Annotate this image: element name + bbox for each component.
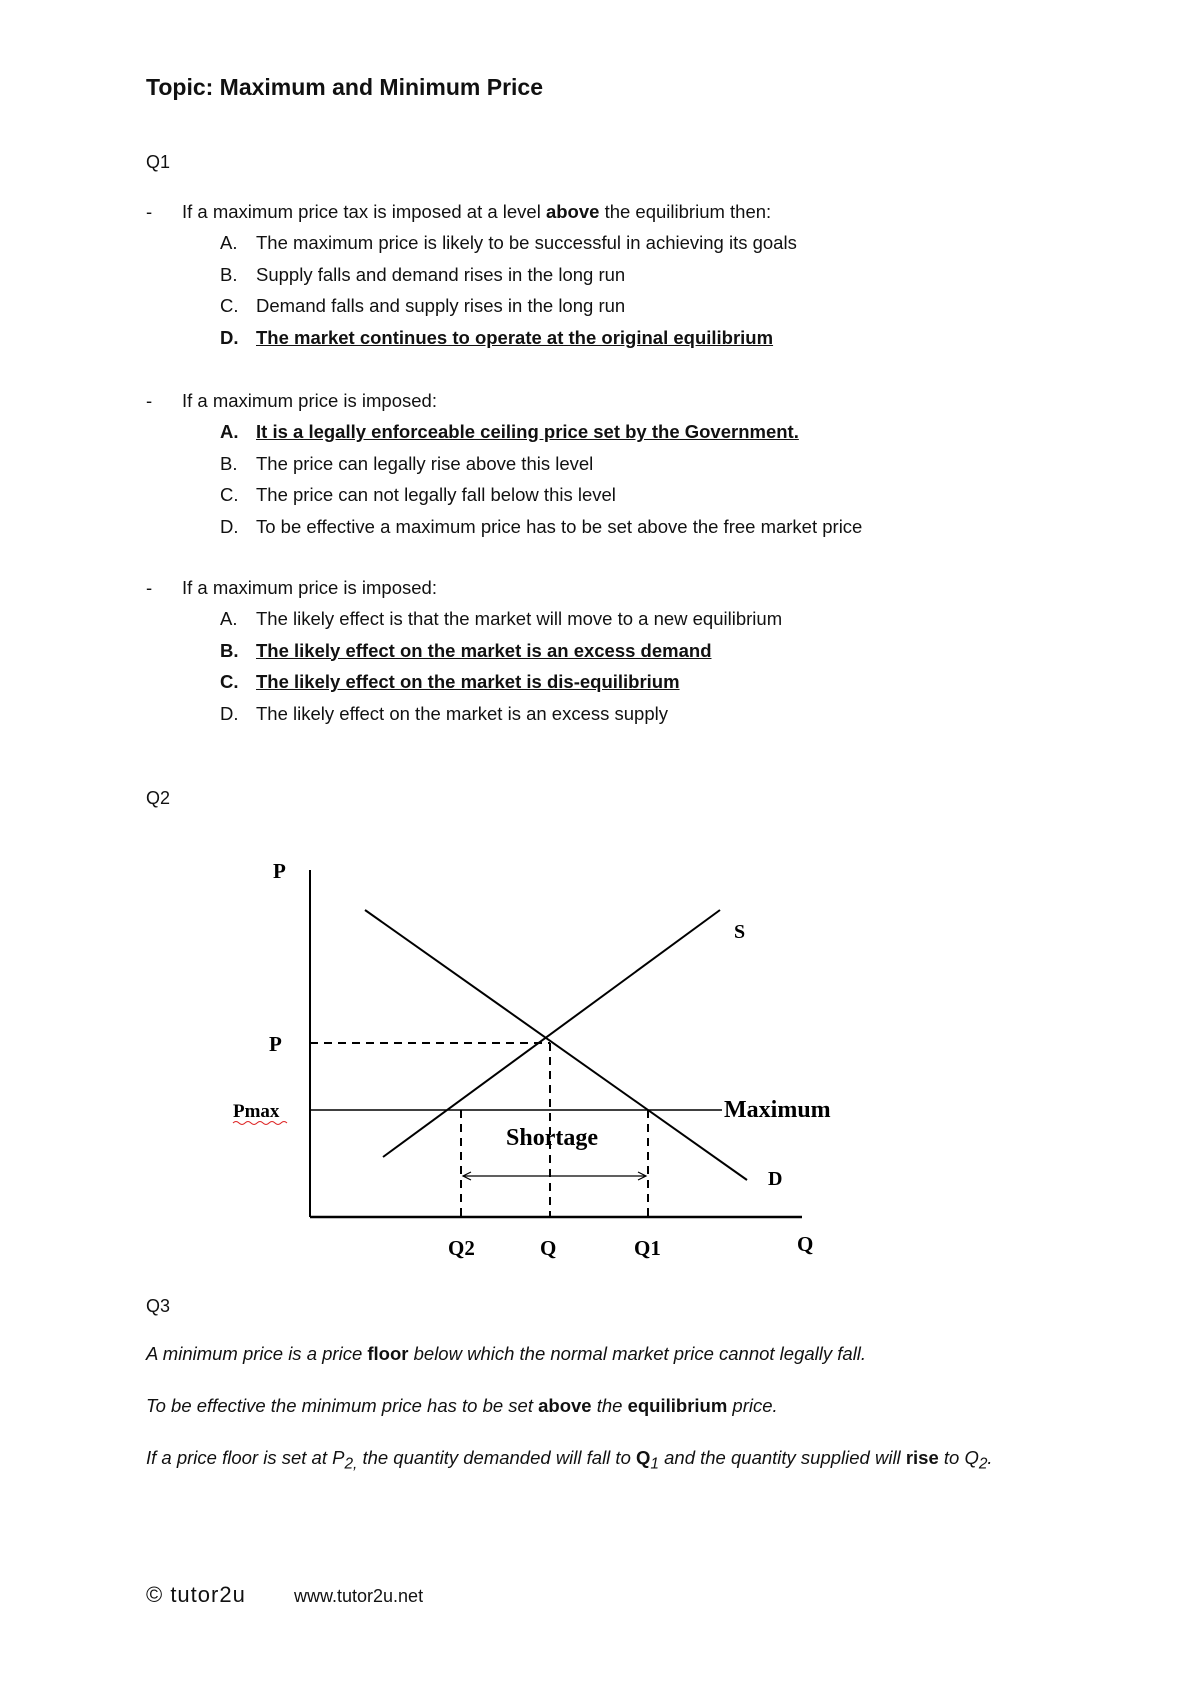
q3-paragraph-1: A minimum price is a price floor below which the normal market price cannot legally fall. [146,1343,867,1364]
answer-option: A. The maximum price is likely to be successful in achieving its goals [220,232,797,253]
bullet-dash: - [146,577,153,598]
answer-option: D. To be effective a maximum price has to be set above the free market price [220,515,863,537]
bullet-dash: - [146,201,153,222]
question-stem [146,386,1096,416]
answer-option: B. The price can legally rise above this level [220,452,594,474]
q3-paragraph-3: If a price floor is set at $P_{2,}$ the quantity demanded will fall to $Q_1$ and the quantity supplied will rise to $Q_2$. [146,1447,993,1473]
stem-text-end: the equilibrium then: [599,201,772,222]
answer-option: B. Supply falls and demand rises in the long run [220,263,626,285]
stem-text: If a maximum price is imposed: [182,577,437,598]
page-title: Topic: Maximum and Minimum Price [146,74,544,100]
price-label: P [269,1032,282,1056]
q2-tick-label: Q2 [448,1236,475,1260]
q3-paragraph-2: To be effective the minimum price has to be set above the equilibrium price. [146,1395,778,1416]
question-label-q2: Q2 [146,788,171,808]
maximum-price-diagram [200,840,860,1280]
x-axis-label: Q [797,1232,814,1256]
q-tick-label: Q [540,1236,557,1260]
shortage-label: Shortage [506,1125,598,1151]
demand-label: D [768,1168,783,1190]
answer-option: D. The likely effect on the market is an excess supply [220,702,668,724]
answer-option: C. The price can not legally fall below this level [220,484,616,505]
maximum-label: Maximum [724,1097,831,1123]
question-label-q3: Q3 [146,1296,171,1316]
stem-text: If a maximum price is imposed: [182,390,437,411]
question-label-q1: Q1 [146,152,171,172]
answer-option: A. The likely effect is that the market will move to a new equilibrium [220,608,783,629]
q1-tick-label: Q1 [634,1236,661,1260]
supply-label: S [734,921,746,943]
supply-curve [383,910,720,1157]
question-stem [146,573,1096,603]
question-block-3 [146,573,1096,729]
pmax-label: Pmax [233,1101,280,1122]
stem-emphasis: above [545,201,600,222]
question-block-2 [146,386,1096,542]
footer-brand: © tutor2u [146,1582,246,1607]
answer-option-correct: A. It is a legally enforceable ceiling price set by the Government. [220,421,799,442]
bullet-dash: - [146,390,153,411]
question-block-1 [146,197,1096,353]
answer-option-correct: D. The market continues to operate at the original equilibrium [220,326,774,348]
answer-option-correct: B. The likely effect on the market is an excess demand [220,639,712,661]
stem-text: If a maximum price tax is imposed at a level [182,201,546,222]
question-stem [146,197,1096,227]
footer-url[interactable]: www.tutor2u.net [294,1586,424,1606]
y-axis-label: P [273,859,286,883]
answer-option-correct: C. The likely effect on the market is dis-equilibrium [220,671,680,692]
answer-option: C. Demand falls and supply rises in the long run [220,295,626,316]
